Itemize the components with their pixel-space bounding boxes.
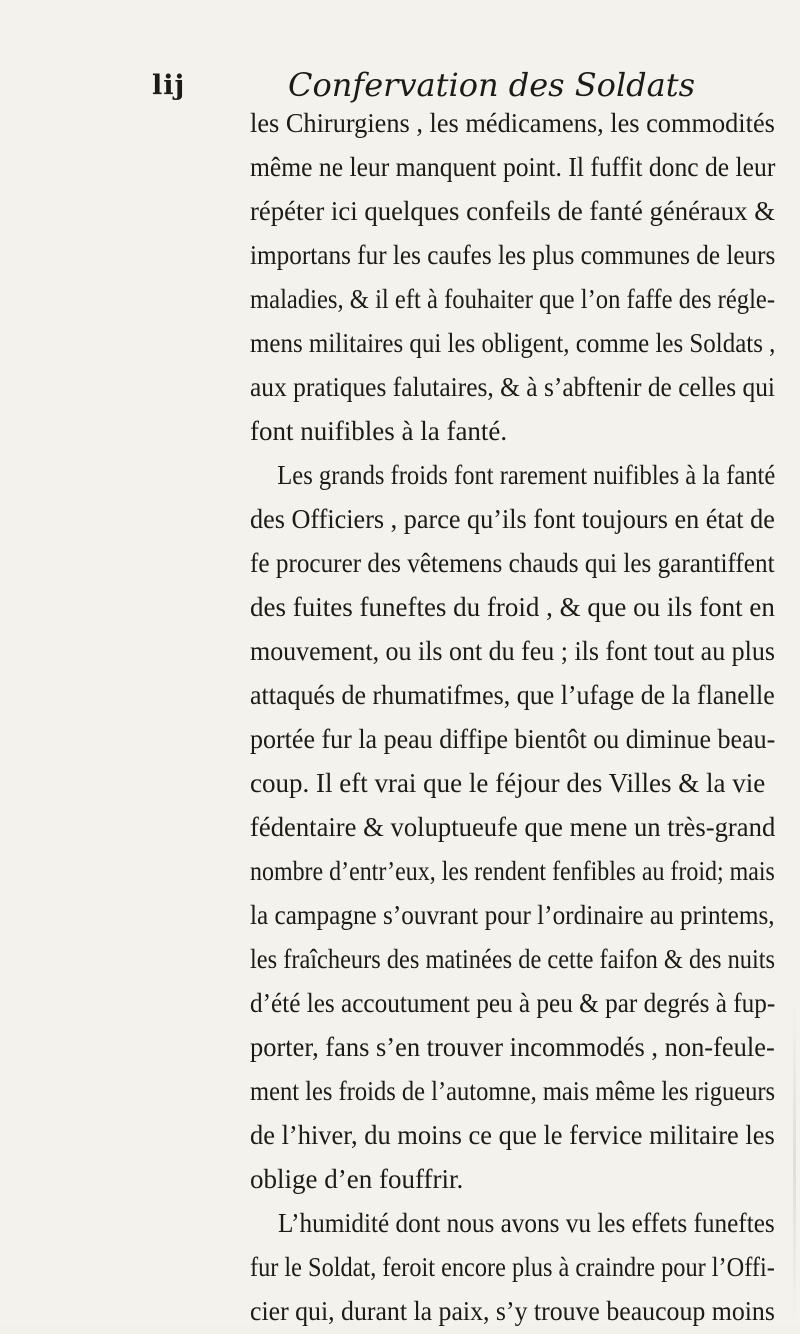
text-line: font nuifibles à la fanté. [250,416,508,446]
text-line: même ne leur manquent point. Il fuffit donc de leur [250,152,776,182]
text-line: attaqués de rhumatifmes, que l’ufage de la flanelle [250,680,775,710]
text-line: d’été les accoutument peu à peu & par degrés à fup- [250,988,776,1018]
text-line: fe procurer des vêtemens chauds qui les garantiffent [250,548,775,578]
text-line: répéter ici quelques confeils de fanté généraux & [250,196,776,226]
text-line: portée fur la peau diffipe bientôt ou diminue beau- [250,724,776,754]
text-line: aux pratiques falutaires, & à s’abftenir de celles qui [250,372,776,402]
text-line: les Chirurgiens , les médicamens, les commodités [250,108,775,138]
text-line: nombre d’entr’eux, les rendent fenfibles au froid; mais [250,856,775,886]
text-line: maladies, & il eft à fouhaiter que l’on faffe des régle- [250,284,776,314]
paragraph-start-line: L’humidité dont nous avons vu les effets funeftes [278,1208,775,1238]
text-line: mouvement, ou ils ont du feu ; ils font tout au plus [250,636,775,666]
page-number: lij [152,70,186,101]
text-line: oblige d’en fouffrir. [250,1164,464,1194]
text-line: des Officiers , parce qu’ils font toujours en état de [250,504,775,534]
text-line: mens militaires qui les obligent, comme les Soldats , [250,328,776,358]
text-line: fur le Soldat, feroit encore plus à craindre pour l’Offi- [250,1252,775,1282]
text-line: cier qui, durant la paix, s’y trouve beaucoup moins [250,1296,775,1326]
text-line: ment les froids de l’automne, mais même les rigueurs [250,1076,776,1106]
text-line: les fraîcheurs des matinées de cette faifon & des nuits [250,944,776,974]
text-line: coup. Il eft vrai que le féjour des Villes & la vie [250,768,766,798]
page-edge-shadow [793,1000,796,1325]
text-line: la campagne s’ouvrant pour l’ordinaire au printems, [250,900,775,930]
text-line: porter, fans s’en trouver incommodés , non-feule- [250,1032,775,1062]
running-title: Confervation des Soldats [288,66,696,104]
text-line: importans fur les caufes les plus communes de leurs [250,240,776,270]
text-line: de l’hiver, du moins ce que le fervice militaire les [250,1120,775,1150]
page-header [152,66,712,112]
text-line: fédentaire & voluptueufe que mene un très-grand [250,812,776,842]
text-line: des fuites funeftes du froid , & que ou ils font en [250,592,775,622]
paragraph-start-line: Les grands froids font rarement nuifibles à la fanté [277,460,776,490]
